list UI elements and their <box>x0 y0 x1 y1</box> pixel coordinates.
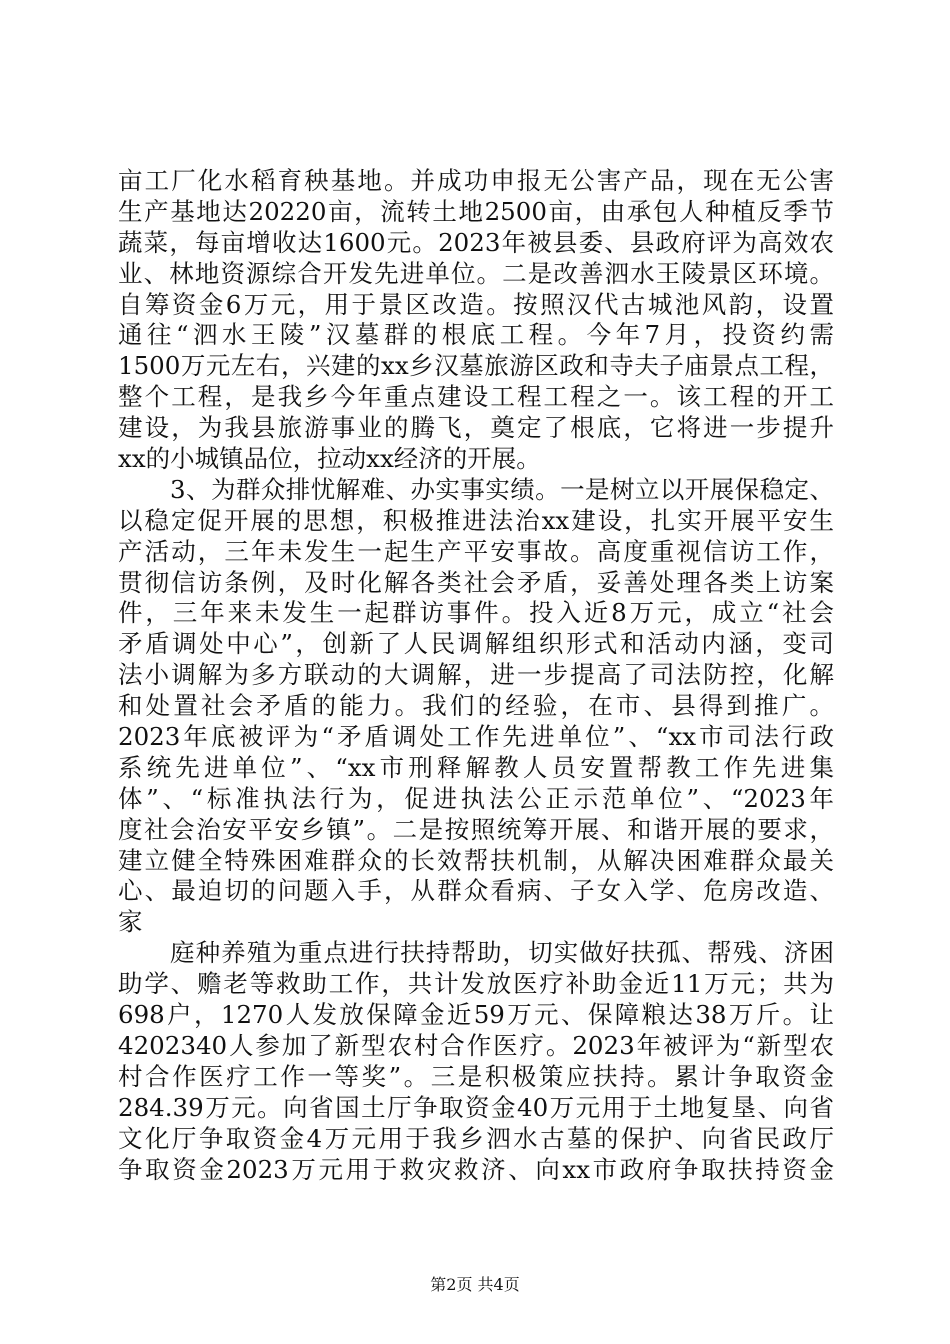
text-line: 通往“泗水王陵”汉墓群的根底工程。今年7月，投资约需 <box>118 320 834 350</box>
text-line: 自筹资金6万元，用于景区改造。按照汉代古城池风韵，设置 <box>118 289 834 319</box>
text-line: 以稳定促开展的思想，积极推进法治xx建设，扎实开展平安生 <box>118 505 834 535</box>
text-line: 助学、赡老等救助工作，共计发放医疗补助金近11万元；共为 <box>118 969 834 999</box>
text-line: 法小调解为多方联动的大调解，进一步提高了司法防控，化解 <box>118 660 834 690</box>
text-line: 3、为群众排忧解难、办实事实绩。一是树立以开展保稳定、 <box>170 474 834 504</box>
text-line: 度社会治安平安乡镇”。二是按照统筹开展、和谐开展的要求， <box>118 814 834 844</box>
text-line: 4202340人参加了新型农村合作医疗。2023年被评为“新型农 <box>118 1030 834 1060</box>
page-footer: 第2页 共4页 <box>430 1275 520 1294</box>
text-line: 争取资金2023万元用于救灾救济、向xx市政府争取扶持资金 <box>118 1154 834 1184</box>
text-line: 件，三年来未发生一起群访事件。投入近8万元，成立“社会 <box>118 598 834 628</box>
text-line: 2023年底被评为“矛盾调处工作先进单位”、“xx市司法行政 <box>118 722 834 752</box>
text-line: 矛盾调处中心”，创新了人民调解组织形式和活动内涵，变司 <box>118 629 834 659</box>
text-line: 产活动，三年未发生一起生产平安事故。高度重视信访工作， <box>118 536 834 566</box>
text-line: 698户，1270人发放保障金近59万元、保障粮达38万斤。让 <box>118 1000 834 1030</box>
text-line: xx的小城镇品位，拉动xx经济的开展。 <box>118 444 541 474</box>
text-line: 和处置社会矛盾的能力。我们的经验，在市、县得到推广。 <box>118 691 834 721</box>
text-line: 生产基地达20220亩，流转土地2500亩，由承包人种植反季节 <box>118 196 834 226</box>
text-line: 建设，为我县旅游事业的腾飞，奠定了根底，它将进一步提升 <box>118 413 834 443</box>
text-line: 建立健全特殊困难群众的长效帮扶机制，从解决困难群众最关 <box>118 845 834 875</box>
text-line: 284.39万元。向省国土厅争取资金40万元用于土地复垦、向省 <box>118 1092 834 1122</box>
text-line: 村合作医疗工作一等奖”。三是积极策应扶持。累计争取资金 <box>118 1061 834 1091</box>
text-line: 文化厅争取资金4万元用于我乡泗水古墓的保护、向省民政厅 <box>118 1123 834 1153</box>
text-line: 庭种养殖为重点进行扶持帮助，切实做好扶孤、帮残、济困 <box>170 938 834 968</box>
document-body <box>118 166 834 1185</box>
text-line: 业、林地资源综合开发先进单位。二是改善泗水王陵景区环境。 <box>118 258 834 288</box>
text-line: 心、最迫切的问题入手，从群众看病、子女入学、危房改造、 <box>118 876 834 906</box>
text-line: 家 <box>118 907 143 937</box>
text-line: 亩工厂化水稻育秧基地。并成功申报无公害产品，现在无公害 <box>118 166 834 195</box>
text-line: 1500万元左右，兴建的xx乡汉墓旅游区政和寺夫子庙景点工程， <box>118 351 834 381</box>
text-line: 系统先进单位”、“xx市刑释解教人员安置帮教工作先进集 <box>118 752 834 782</box>
text-line: 蔬菜，每亩增收达1600元。2023年被县委、县政府评为高效农 <box>118 227 834 257</box>
text-line: 整个工程，是我乡今年重点建设工程工程之一。该工程的开工 <box>118 382 834 412</box>
text-line: 体”、“标准执法行为，促进执法公正示范单位”、“2023年 <box>118 783 834 813</box>
text-line: 贯彻信访条例，及时化解各类社会矛盾，妥善处理各类上访案 <box>118 567 834 597</box>
